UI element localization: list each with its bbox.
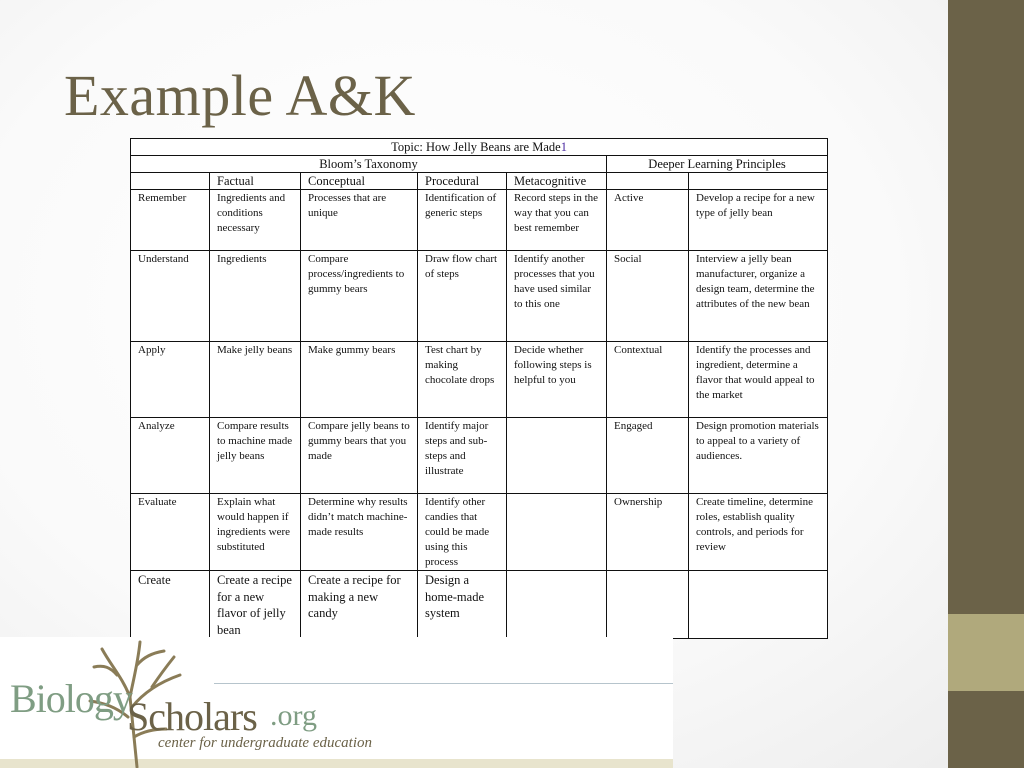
metacognitive-cell: Decide whether following steps is helpful to you <box>507 342 607 418</box>
principle-example-cell: Design promotion materials to appeal to a variety of audiences. <box>689 418 828 494</box>
table-row <box>131 342 828 418</box>
principle-cell <box>607 571 689 639</box>
biology-scholars-logo <box>0 637 673 768</box>
column-header-row <box>131 173 828 190</box>
procedural-cell: Test chart by making chocolate drops <box>418 342 507 418</box>
procedural-cell: Draw flow chart of steps <box>418 251 507 342</box>
procedural-cell: Identification of generic steps <box>418 190 507 251</box>
principle-example-cell: Develop a recipe for a new type of jelly bean <box>689 190 828 251</box>
topic-text: Topic: How Jelly Beans are Made <box>391 140 561 154</box>
logo-word-org: .org <box>270 699 317 732</box>
level-cell: Remember <box>131 190 210 251</box>
conceptual-cell: Processes that are unique <box>301 190 418 251</box>
logo-word-scholars: Scholars <box>127 694 257 739</box>
metacognitive-cell: Identify another processes that you have used similar to this one <box>507 251 607 342</box>
procedural-cell: Identify other candies that could be made using this process <box>418 494 507 571</box>
principle-example-cell: Identify the processes and ingredient, determine a flavor that would appeal to the market <box>689 342 828 418</box>
principle-cell: Contextual <box>607 342 689 418</box>
principle-example-cell: Create timeline, determine roles, establish quality controls, and periods for review <box>689 494 828 571</box>
metacognitive-cell <box>507 494 607 571</box>
conceptual-cell: Determine why results didn’t match machine-made results <box>301 494 418 571</box>
column-header: Procedural <box>418 173 507 190</box>
conceptual-cell: Make gummy bears <box>301 342 418 418</box>
principle-example-cell: Interview a jelly bean manufacturer, organize a design team, determine the attributes of the new bean <box>689 251 828 342</box>
metacognitive-cell <box>507 418 607 494</box>
factual-cell: Make jelly beans <box>210 342 301 418</box>
topic-footnote: 1 <box>560 140 567 154</box>
metacognitive-cell: Record steps in the way that you can best remember <box>507 190 607 251</box>
table-row <box>131 494 828 571</box>
conceptual-cell: Create a recipe for making a new candy <box>301 571 418 639</box>
topic-cell <box>131 139 828 156</box>
conceptual-cell: Compare jelly beans to gummy bears that you made <box>301 418 418 494</box>
procedural-cell: Design a home-made system <box>418 571 507 639</box>
right-decor-band <box>948 614 1024 691</box>
level-cell: Create <box>131 571 210 639</box>
principle-cell: Active <box>607 190 689 251</box>
column-header: Factual <box>210 173 301 190</box>
logo-word-biology: Biology <box>10 676 132 721</box>
level-cell: Analyze <box>131 418 210 494</box>
jelly-bean-table <box>130 138 828 639</box>
column-header <box>131 173 210 190</box>
factual-cell: Ingredients and conditions necessary <box>210 190 301 251</box>
level-cell: Understand <box>131 251 210 342</box>
factual-cell: Compare results to machine made jelly beans <box>210 418 301 494</box>
column-header: Conceptual <box>301 173 418 190</box>
group-header-row <box>131 156 828 173</box>
table-row <box>131 251 828 342</box>
factual-cell: Create a recipe for a new flavor of jelly bean <box>210 571 301 639</box>
deeper-learning-header: Deeper Learning Principles <box>607 156 828 173</box>
logo-divider <box>214 683 673 684</box>
table-row <box>131 571 828 639</box>
procedural-cell: Identify major steps and sub-steps and illustrate <box>418 418 507 494</box>
factual-cell: Explain what would happen if ingredients were substituted <box>210 494 301 571</box>
level-cell: Apply <box>131 342 210 418</box>
factual-cell: Ingredients <box>210 251 301 342</box>
column-header <box>607 173 689 190</box>
topic-row <box>131 139 828 156</box>
table-row <box>131 418 828 494</box>
conceptual-cell: Compare process/ingredients to gummy bears <box>301 251 418 342</box>
slide-title: Example A&K <box>64 63 416 128</box>
metacognitive-cell <box>507 571 607 639</box>
bloom-taxonomy-header: Bloom’s Taxonomy <box>131 156 607 173</box>
principle-cell: Ownership <box>607 494 689 571</box>
principle-example-cell <box>689 571 828 639</box>
table-row <box>131 190 828 251</box>
level-cell: Evaluate <box>131 494 210 571</box>
logo-tagline: center for undergraduate education <box>158 735 372 751</box>
column-header: Metacognitive <box>507 173 607 190</box>
principle-cell: Social <box>607 251 689 342</box>
column-header <box>689 173 828 190</box>
principle-cell: Engaged <box>607 418 689 494</box>
